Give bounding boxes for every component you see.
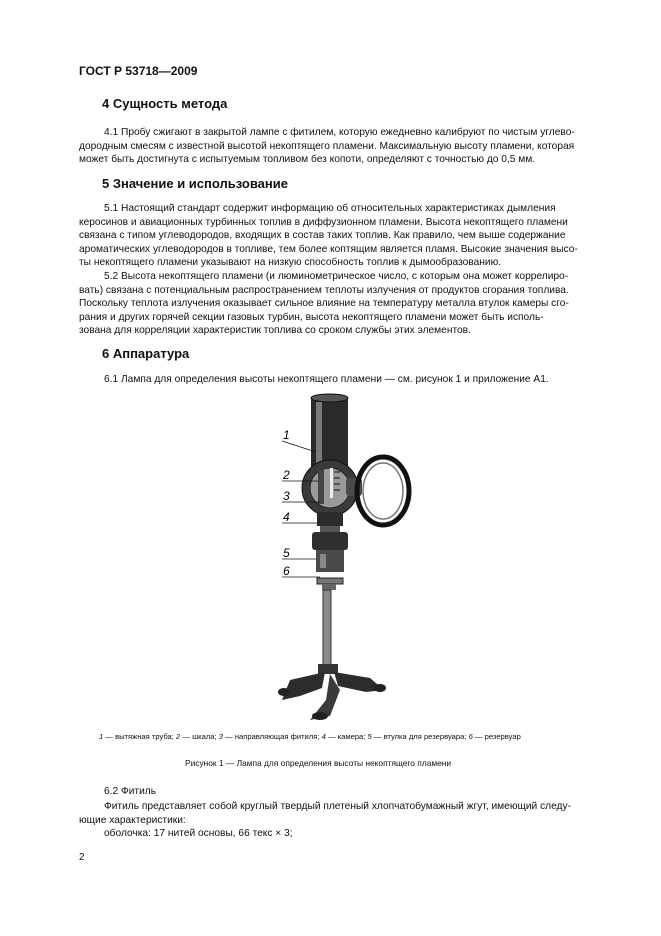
legend-num: 6: [468, 732, 473, 741]
callout-label-1: 1: [283, 428, 290, 442]
callout-label-2: 2: [283, 468, 290, 482]
section-4-title: 4 Сущность метода: [102, 96, 228, 111]
section-6-1-paragraph: 6.1 Лампа для определения высоты некоптящего пламени — см. рисунок 1 и приложение А1.: [104, 374, 549, 385]
paragraph-line: зована для корреляции характеристик топлива со сроком службы этих элементов.: [79, 325, 471, 337]
legend-num: 4: [321, 732, 326, 741]
legend-text: резервуар: [484, 732, 521, 741]
section-5-paragraph-1: [79, 202, 615, 270]
camera-body: [302, 460, 362, 516]
callout-label-4: 4: [283, 510, 290, 524]
door-ring: [357, 457, 409, 525]
paragraph-line: 5.2 Высота некоптящего пламени (и люминометрическое число, с которым она может коррелиро-: [104, 271, 569, 282]
paragraph-line: Поскольку теплота излучения оказывает сильное влияние на температуру металла втулок камеры сго-: [79, 298, 569, 310]
paragraph-line: 5.1 Настоящий стандарт содержит информацию об относительных характеристиках дымления: [104, 203, 556, 214]
lamp-base-collar: [312, 512, 348, 572]
callout-label-6: 6: [283, 564, 290, 578]
legend-text: шкала;: [192, 732, 217, 741]
legend-text: направляющая фитиля;: [234, 732, 320, 741]
legend-text: камера;: [337, 732, 366, 741]
section-6-2-paragraph: [79, 800, 615, 841]
callout-label-3: 3: [283, 489, 290, 503]
legend-num: 3: [218, 732, 223, 741]
paragraph-line: вать) связана с потенциальным распространением теплоты излучения от продуктов сгорания топлива.: [79, 284, 569, 296]
paragraph-line: керосинов и авиационных турбинных топлив в диффузионном пламени. Высота некоптящего пламени: [79, 216, 568, 228]
paragraph-line: дородным смесям с известной высотой некоптящего пламени. Максимальную высоту пламени, которая: [79, 140, 575, 152]
legend-num: 2: [176, 732, 181, 741]
legend-text: втулка для резервуара;: [383, 732, 467, 741]
tripod-base: [278, 664, 386, 720]
section-6-title: 6 Аппаратура: [102, 346, 190, 361]
reservoir: [317, 578, 343, 666]
page-number: 2: [79, 852, 85, 863]
chimney-tube: [311, 394, 348, 467]
section-6-2-title: 6.2 Фитиль: [104, 786, 157, 797]
callout-label-5: 5: [283, 546, 290, 560]
lamp-figure: [270, 390, 420, 728]
legend-num: 1: [99, 732, 104, 741]
section-4-paragraph: [79, 126, 615, 167]
paragraph-line: оболочка: 17 нитей основы, 66 текс × 3;: [104, 828, 293, 840]
legend-text: вытяжная труба;: [115, 732, 174, 741]
paragraph-line: может быть достигнута с испытуемым топливом без копоти, определяют с точностью до 0,5 мм.: [79, 154, 536, 166]
paragraph-line: связана с типом углеводородов, входящих в состав таких топлив. Как правило, чем выше содержание: [79, 230, 566, 242]
legend-num: 5: [367, 732, 372, 741]
paragraph-line: 4.1 Пробу сжигают в закрытой лампе с фитилем, которую ежедневно калибруют по чистым углево-: [104, 127, 575, 138]
paragraph-line: ющие характеристики:: [79, 814, 186, 826]
paragraph-line: Фитиль представляет собой круглый твердый плетеный хлопчатобумажный жгут, имеющий следу-: [104, 801, 571, 812]
paragraph-line: ты некоптящего пламени указывают на низкую способность топлив к дымообразованию.: [79, 257, 502, 269]
section-5-paragraph-2: [79, 270, 615, 338]
figure-legend: 1 — вытяжная труба; 2 — шкала; 3 — направляющая фитиля; 4 — камера; 5 — втулка для резервуара; 6 — резервуар: [99, 732, 521, 741]
figure-caption: Рисунок 1 — Лампа для определения высоты некоптящего пламени: [185, 758, 452, 768]
paragraph-line: ароматических углеводородов в топливе, тем более коптящим является пламя. Высокие значения высо-: [79, 243, 578, 255]
section-5-title: 5 Значение и использование: [102, 176, 288, 191]
paragraph-line: рания и других горячей секции газовых турбин, высота некоптящего пламени может быть исполь-: [79, 311, 544, 323]
document-header: ГОСТ Р 53718—2009: [79, 64, 198, 78]
